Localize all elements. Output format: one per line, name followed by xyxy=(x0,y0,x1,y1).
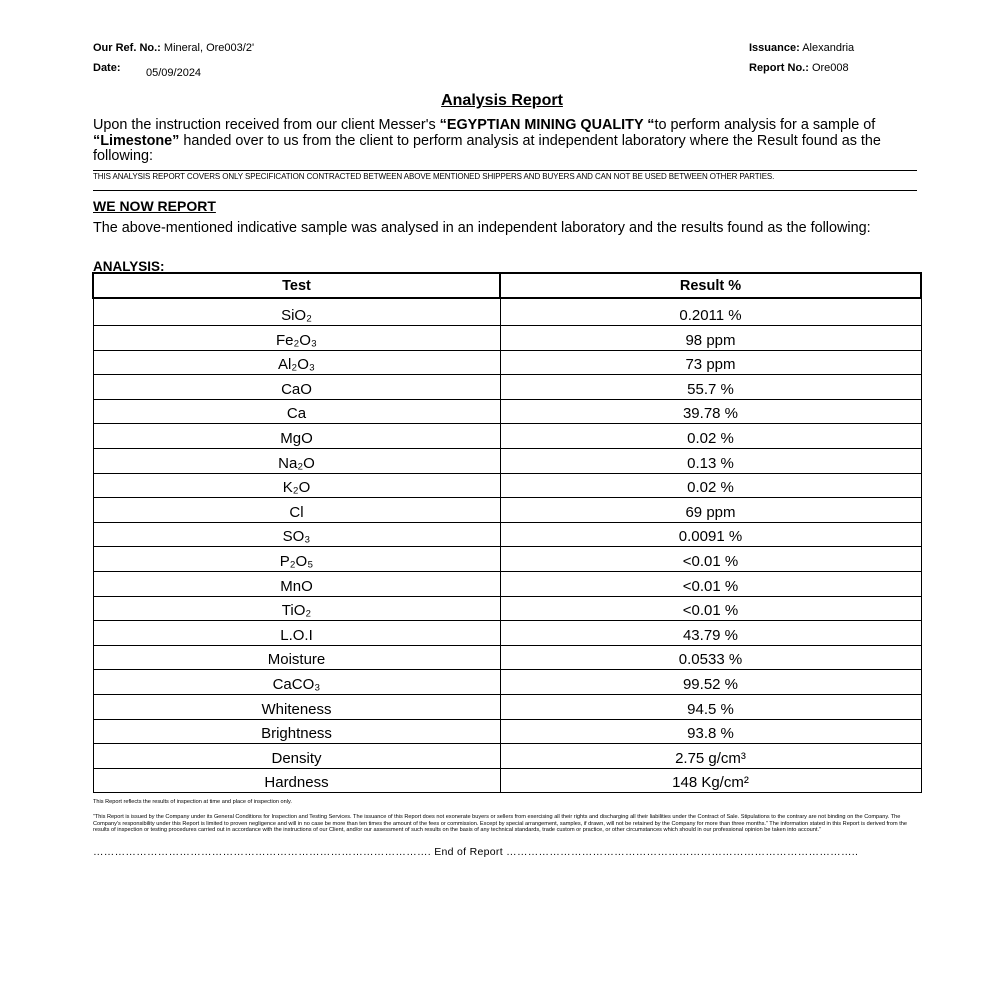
table-row xyxy=(93,670,921,695)
result-value-cell: <0.01 % xyxy=(500,547,921,572)
table-row xyxy=(93,719,921,744)
end-dots-right: …………………………………………………………………………………….. xyxy=(502,846,859,858)
table-row xyxy=(93,375,921,400)
test-name-cell: Fe₂O₃ xyxy=(93,326,500,351)
result-value-cell: 98 ppm xyxy=(500,326,921,351)
column-header-test: Test xyxy=(93,273,500,298)
test-name-cell: TiO₂ xyxy=(93,596,500,621)
end-of-report-label: End of Report xyxy=(434,846,503,858)
intro-text-3: handed over to us from the client to perform analysis at independent laboratory where the Result found as the following: xyxy=(93,132,881,164)
analysis-heading: ANALYSIS: xyxy=(93,259,165,274)
report-value: Ore008 xyxy=(811,62,849,74)
test-name-cell: K₂O xyxy=(93,473,500,498)
client-name: “EGYPTIAN MINING QUALITY “ xyxy=(439,117,655,133)
table-row xyxy=(93,744,921,769)
terms-note: “This Report is issued by the Company under its General Conditions for Inspection and Testing Services. The issuance of this Report does not exonerate buyers or sellers from exercising all their rights and discharging all their liabilities under the Contract of Sale. Stipulations to the contrary are not binding on the Company. The Company's responsibility under this Report is limited to proven negligence and will in no case be more than ten times the amount of the fees or commission. Except by special arrangement, samples, if drawn, will not be retained by the Company for more than three months.” The information stated in this Report is derived from the results of inspection or testing procedures carried out in accordance with the instructions of our Client, and/or our assessment of such results on the basis of any technical standards, trade custom or practice, or other circumstances which should in our professional opinion be taken into account.” xyxy=(93,814,908,833)
column-header-result: Result % xyxy=(500,273,921,298)
sample-name: “Limestone” xyxy=(93,132,180,149)
result-value-cell: 0.02 % xyxy=(500,424,921,449)
test-name-cell: Al₂O₃ xyxy=(93,350,500,375)
test-name-cell: Hardness xyxy=(93,768,500,793)
test-name-cell: MnO xyxy=(93,571,500,596)
ref-value: Mineral, Ore003/2' xyxy=(163,42,255,54)
test-name-cell: Whiteness xyxy=(93,694,500,719)
test-name-cell: Density xyxy=(93,744,500,769)
divider-bottom xyxy=(93,190,917,191)
table-row xyxy=(93,596,921,621)
issuance-value: Alexandria xyxy=(802,42,855,54)
table-row xyxy=(93,645,921,670)
test-name-cell: L.O.I xyxy=(93,621,500,646)
result-value-cell: 73 ppm xyxy=(500,350,921,375)
table-row xyxy=(93,448,921,473)
we-now-report-heading: WE NOW REPORT xyxy=(93,198,216,214)
test-name-cell: Moisture xyxy=(93,645,500,670)
result-value-cell: <0.01 % xyxy=(500,596,921,621)
intro-paragraph xyxy=(93,118,913,165)
table-row xyxy=(93,621,921,646)
date-label: Date: xyxy=(93,62,121,74)
table-row xyxy=(93,694,921,719)
result-value-cell: <0.01 % xyxy=(500,571,921,596)
reference-number xyxy=(93,42,254,54)
result-value-cell: 55.7 % xyxy=(500,375,921,400)
issuance xyxy=(749,42,854,54)
test-name-cell: Na₂O xyxy=(93,448,500,473)
test-name-cell: CaO xyxy=(93,375,500,400)
table-row xyxy=(93,399,921,424)
result-value-cell: 0.0533 % xyxy=(500,645,921,670)
table-row xyxy=(93,298,921,326)
result-value-cell: 0.13 % xyxy=(500,448,921,473)
table-row xyxy=(93,522,921,547)
result-value-cell: 0.02 % xyxy=(500,473,921,498)
result-value-cell: 69 ppm xyxy=(500,498,921,523)
result-value-cell: 148 Kg/cm² xyxy=(500,768,921,793)
report-number xyxy=(749,62,849,74)
intro-text-1: Upon the instruction received from our client Messer's xyxy=(93,117,440,133)
end-dots-left: …………………………………………………………………………………. xyxy=(93,846,435,858)
table-row xyxy=(93,326,921,351)
intro-text-2: to perform analysis for a sample of xyxy=(654,117,876,133)
table-row xyxy=(93,571,921,596)
table-row xyxy=(93,350,921,375)
result-value-cell: 93.8 % xyxy=(500,719,921,744)
test-name-cell: SO₃ xyxy=(93,522,500,547)
table-row xyxy=(93,424,921,449)
test-name-cell: MgO xyxy=(93,424,500,449)
page-title: Analysis Report xyxy=(441,92,563,109)
end-of-report xyxy=(93,846,893,858)
result-value-cell: 99.52 % xyxy=(500,670,921,695)
divider-top xyxy=(93,170,917,171)
issuance-label: Issuance: xyxy=(749,42,800,54)
table-row xyxy=(93,473,921,498)
result-value-cell: 2.75 g/cm³ xyxy=(500,744,921,769)
test-name-cell: Ca xyxy=(93,399,500,424)
report-label: Report No.: xyxy=(749,62,809,74)
test-name-cell: SiO₂ xyxy=(93,298,500,326)
result-value-cell: 39.78 % xyxy=(500,399,921,424)
result-value-cell: 94.5 % xyxy=(500,694,921,719)
test-name-cell: CaCO₃ xyxy=(93,670,500,695)
table-header-row xyxy=(93,273,921,298)
date-value: 05/09/2024 xyxy=(146,67,202,79)
table-row xyxy=(93,547,921,572)
results-paragraph: The above-mentioned indicative sample was analysed in an independent laboratory and the results found as the following: xyxy=(93,220,871,236)
result-value-cell: 0.2011 % xyxy=(500,298,921,326)
result-value-cell: 0.0091 % xyxy=(500,522,921,547)
test-name-cell: Cl xyxy=(93,498,500,523)
table-row xyxy=(93,768,921,793)
table-row xyxy=(93,498,921,523)
result-value-cell: 43.79 % xyxy=(500,621,921,646)
ref-label: Our Ref. No.: xyxy=(93,42,161,54)
disclaimer: THIS ANALYSIS REPORT COVERS ONLY SPECIFICATION CONTRACTED BETWEEN ABOVE MENTIONED SHIPPERS AND BUYERS AND CAN NOT BE USED BETWEEN OTHER PARTIES. xyxy=(93,172,775,181)
test-name-cell: Brightness xyxy=(93,719,500,744)
test-name-cell: P₂O₅ xyxy=(93,547,500,572)
analysis-table xyxy=(92,272,922,793)
inspection-note: This Report reflects the results of inspection at time and place of inspection only. xyxy=(93,799,292,805)
